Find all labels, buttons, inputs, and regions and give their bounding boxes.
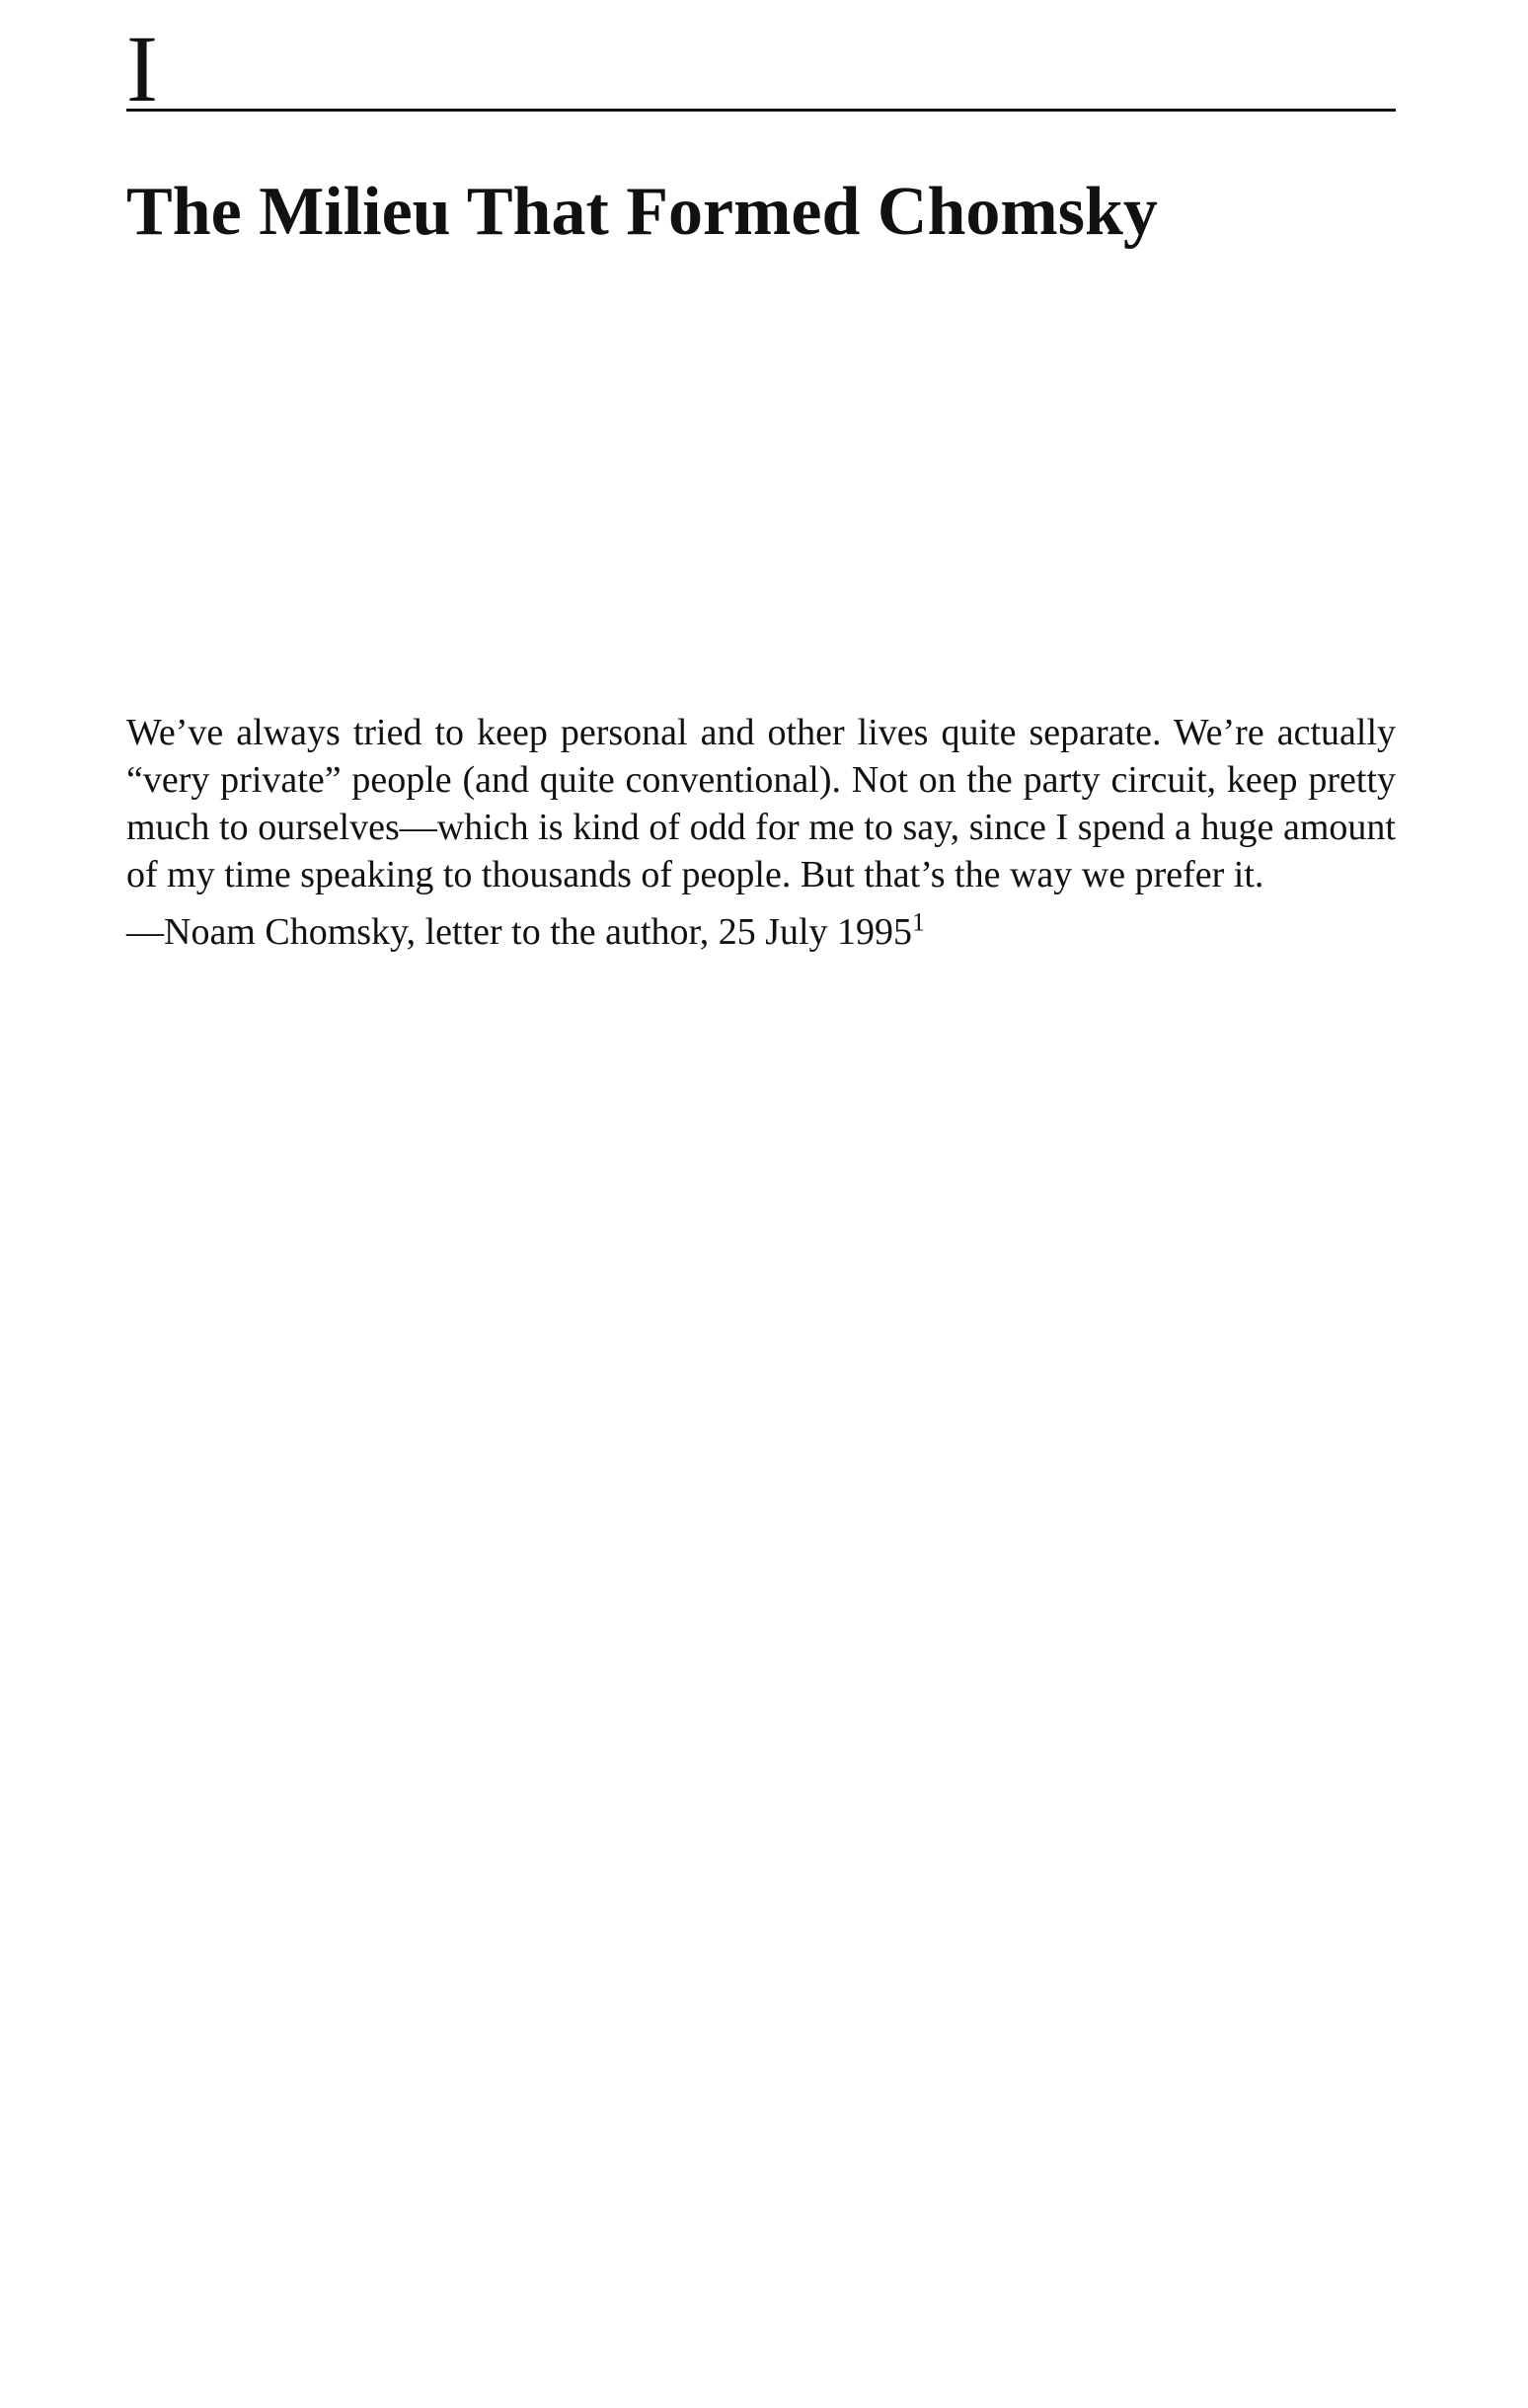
chapter-title: The Milieu That Formed Chomsky bbox=[126, 173, 1158, 250]
epigraph bbox=[126, 709, 1396, 956]
footnote-mark[interactable]: 1 bbox=[912, 907, 926, 937]
chapter-rule bbox=[126, 109, 1396, 112]
epigraph-attribution-text: —Noam Chomsky, letter to the author, 25 July 1995 bbox=[126, 911, 913, 953]
epigraph-text: We’ve always tried to keep personal and other lives quite separate. We’re actually “very private” people (and quite conventional). Not on the party circuit, keep pretty much to ourselves—which is kind of odd for me to say, since I spend a huge amount of my time speaking to thousands of people. But that’s the way we prefer it. bbox=[126, 712, 1396, 895]
chapter-number: I bbox=[126, 16, 158, 121]
epigraph-attribution bbox=[126, 908, 1396, 956]
